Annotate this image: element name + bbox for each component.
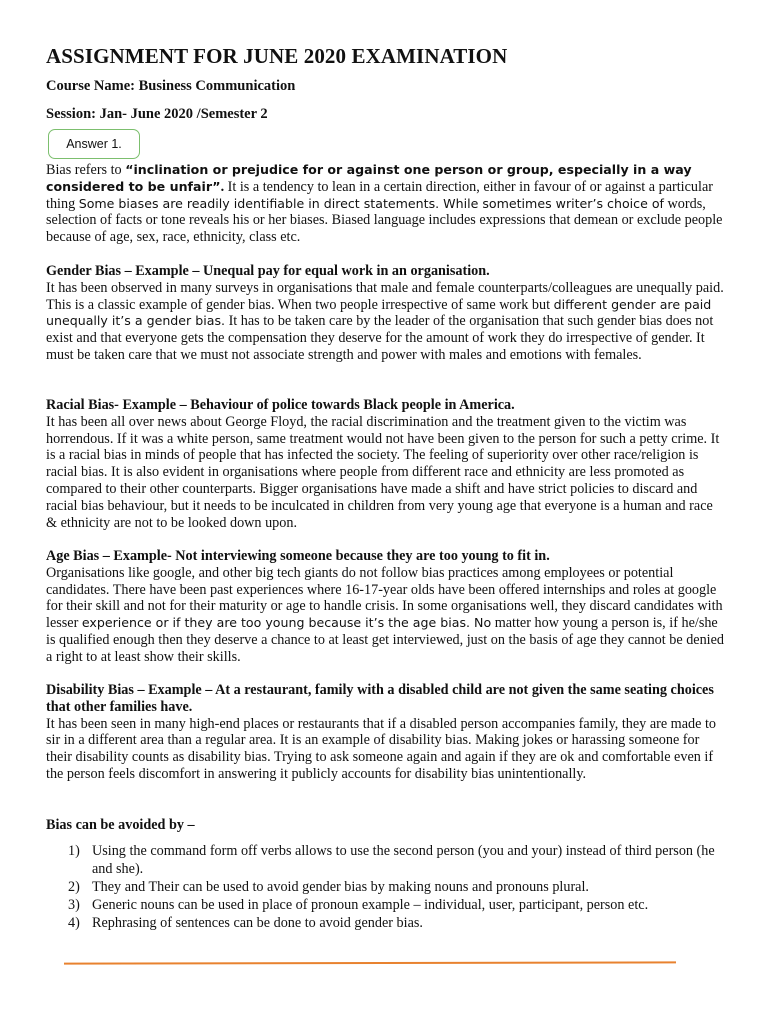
gender-bias-part2: It has to be taken care by the leader of the organisation that such gender bias does not exist and that everyone gets the compensation they deserve for the amount of work they do irrespective of gender. It must be taken care that we must not associate strength and power with males and emotions with females. (46, 313, 714, 363)
footer-divider (64, 961, 676, 964)
racial-bias-body: It has been all over news about George Floyd, the racial discrimination and the treatment given to the victim was horrendous. If it was a white person, same treatment would not have been given to the person for such a petty crime. It is a racial bias in minds of people that has infected the society. The feeling of superiority over other race/religion is racial bias. It is also evident in organisations where people from different race and ethnicity are less promoted as compared to their other counterparts. Bigger organisations have made a shift and have strict policies to discard and racial bias behaviour, but it needs to be inculcated in children from very young age that everyone is a human and race & ethnicity are not to be looked down upon. (46, 413, 720, 531)
list-item: 2) They and Their can be used to avoid gender bias by making nouns and pronouns plural. (68, 879, 589, 895)
page-title: ASSIGNMENT FOR JUNE 2020 EXAMINATION (46, 44, 508, 68)
course-name: Course Name: Business Communication (46, 78, 296, 94)
gender-bias-section (46, 263, 726, 364)
racial-bias-heading: Racial Bias- Example – Behaviour of police towards Black people in America. (46, 397, 515, 413)
intro-paragraph (46, 162, 726, 246)
intro-lead: Bias refers to (46, 162, 126, 178)
avoid-bias-heading: Bias can be avoided by – (46, 817, 195, 833)
disability-bias-body: It has been seen in many high-end places or restaurants that if a disabled person accompanies family, they are made to sir in a different area than a regular area. It is an example of disability bias. Making jokes or harassing someone for their disability counts as disability bias. Trying to ask someone again and again if they are ok and comfortable even if the person feels discomfort in answering it publicly accounts for disability bias unintentionally. (46, 715, 716, 782)
disability-bias-heading: Disability Bias – Example – At a restaurant, family with a disabled child are not given the same seating choices that other families have. (46, 682, 714, 715)
gender-bias-heading: Gender Bias – Example – Unequal pay for equal work in an organisation. (46, 263, 490, 279)
disability-bias-section (46, 682, 726, 783)
age-bias-heading: Age Bias – Example- Not interviewing someone because they are too young to fit in. (46, 548, 550, 564)
intro-sans-text: Some biases are readily identifiable in direct statements. While sometimes writer’s choice of (78, 195, 664, 211)
age-bias-part1: Organisations like google, and other big tech giants do not follow bias practices among employees or potential candidates. There have been past experiences where 16-17-year olds have been offered internships and roles at google for their skill and not for their maturity or age to handle crisis. In some organisations well, they discard candidates with lesser (46, 564, 723, 632)
avoid-bias-list (46, 842, 736, 932)
intro-bold-period: . (220, 178, 225, 195)
session-info: Session: Jan- June 2020 /Semester 2 (46, 106, 268, 122)
intro-part1: It is a tendency to lean in a certain direction, either in favour of or against a particular thing (46, 178, 713, 212)
age-bias-section (46, 548, 726, 666)
intro-definition: “inclination or prejudice for or against one person or group, especially in a way considered to be unfair” (46, 162, 692, 194)
answer-label: Answer 1. (66, 137, 122, 151)
list-item: 1) Using the command form off verbs allows to use the second person (you and your) instead of third person (he and she). (68, 843, 715, 877)
age-bias-sans-text: experience or if they are too young because it’s the age bias. No (81, 615, 492, 631)
gender-bias-part1: It has been observed in many surveys in organisations that male and female counterparts/colleagues are unequally paid. This is a classic example of gender bias. When two people irrespective of same work but (46, 279, 724, 313)
racial-bias-section (46, 397, 726, 531)
age-bias-part2: matter how young a person is, if he/she is qualified enough then they deserve a chance to at least get interviewed, just on the basis of age they cannot be denied a right to at least show their skills. (46, 615, 725, 665)
list-item: 4) Rephrasing of sentences can be done to avoid gender bias. (68, 915, 423, 931)
gender-bias-sans-text: different gender are paid unequally it’s a gender bias. (46, 296, 712, 329)
list-item: 3) Generic nouns can be used in place of pronoun example – individual, user, participant, person etc. (68, 897, 649, 913)
intro-part2: words, selection of facts or tone reveals his or her biases. Biased language includes expressions that demean or exclude people because of age, sex, race, ethnicity, class etc. (46, 195, 723, 246)
answer-label-box (48, 129, 140, 159)
